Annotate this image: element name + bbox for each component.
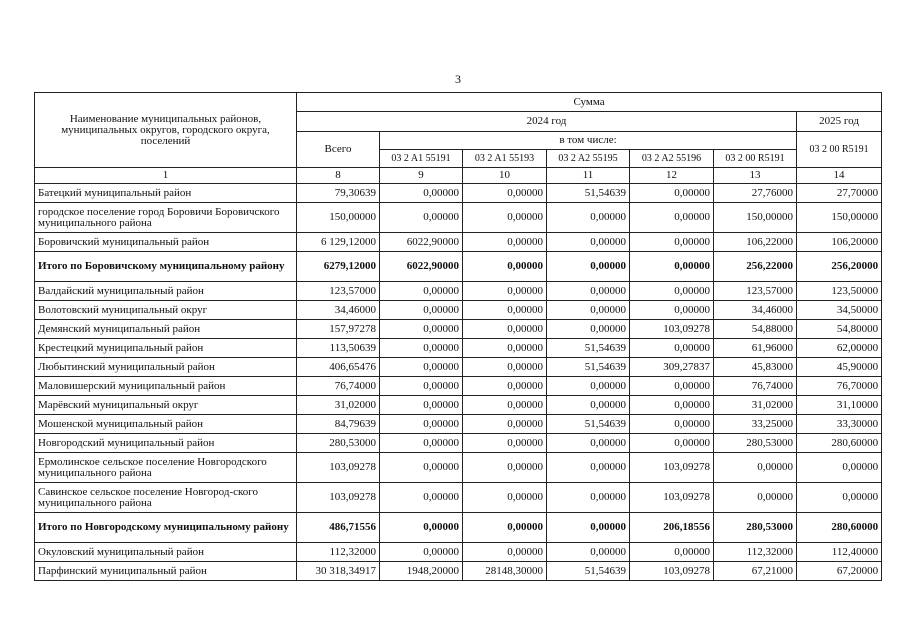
column-number: 10 [463, 168, 547, 184]
amount-cell: 31,10000 [797, 396, 882, 415]
table-header [35, 93, 882, 184]
municipality-name: Итого по Боровичскому муниципальному району [35, 252, 297, 282]
amount-cell: 112,40000 [797, 543, 882, 562]
amount-cell: 0,00000 [630, 252, 714, 282]
amount-cell: 0,00000 [547, 513, 630, 543]
table-row [35, 415, 882, 434]
amount-cell: 0,00000 [463, 203, 547, 233]
amount-cell: 309,27837 [630, 358, 714, 377]
table-total-row [35, 252, 882, 282]
amount-cell: 0,00000 [380, 453, 463, 483]
amount-cell: 0,00000 [380, 543, 463, 562]
amount-cell: 123,57000 [714, 282, 797, 301]
column-number: 9 [380, 168, 463, 184]
amount-cell: 0,00000 [714, 483, 797, 513]
amount-cell: 0,00000 [463, 320, 547, 339]
header-total: Всего [297, 132, 380, 168]
amount-cell: 0,00000 [630, 233, 714, 252]
amount-cell: 0,00000 [463, 339, 547, 358]
amount-cell: 51,54639 [547, 562, 630, 581]
municipality-name: Демянский муниципальный район [35, 320, 297, 339]
amount-cell: 0,00000 [547, 301, 630, 320]
table-row [35, 483, 882, 513]
amount-cell: 76,70000 [797, 377, 882, 396]
column-number: 13 [714, 168, 797, 184]
header-name-column: Наименование муниципальных районов, муниципальных округов, городского округа, поселений [35, 93, 297, 168]
amount-cell: 27,70000 [797, 184, 882, 203]
amount-cell: 54,80000 [797, 320, 882, 339]
amount-cell: 0,00000 [463, 483, 547, 513]
amount-cell: 0,00000 [380, 203, 463, 233]
municipality-name: Волотовский муниципальный округ [35, 301, 297, 320]
amount-cell: 106,20000 [797, 233, 882, 252]
amount-total-cell: 103,09278 [297, 453, 380, 483]
amount-cell: 0,00000 [547, 377, 630, 396]
amount-cell: 6022,90000 [380, 252, 463, 282]
table-row [35, 453, 882, 483]
amount-cell: 0,00000 [463, 184, 547, 203]
amount-cell: 0,00000 [630, 184, 714, 203]
municipality-name: Ермолинское сельское поселение Новгородского муниципального района [35, 453, 297, 483]
amount-cell: 150,00000 [797, 203, 882, 233]
amount-cell: 0,00000 [463, 282, 547, 301]
table-total-row [35, 513, 882, 543]
amount-cell: 106,22000 [714, 233, 797, 252]
amount-cell: 0,00000 [630, 339, 714, 358]
amount-cell: 103,09278 [630, 453, 714, 483]
amount-cell: 0,00000 [463, 543, 547, 562]
table-row [35, 203, 882, 233]
amount-cell: 0,00000 [547, 483, 630, 513]
table-row [35, 396, 882, 415]
amount-cell: 0,00000 [380, 320, 463, 339]
amount-cell: 0,00000 [380, 415, 463, 434]
header-year-2025: 2025 год [797, 112, 882, 132]
amount-cell: 103,09278 [630, 562, 714, 581]
amount-total-cell: 34,46000 [297, 301, 380, 320]
amount-cell: 62,00000 [797, 339, 882, 358]
amount-total-cell: 112,32000 [297, 543, 380, 562]
amount-cell: 280,60000 [797, 513, 882, 543]
amount-cell: 51,54639 [547, 415, 630, 434]
amount-cell: 280,60000 [797, 434, 882, 453]
amount-cell: 206,18556 [630, 513, 714, 543]
amount-cell: 0,00000 [797, 453, 882, 483]
amount-cell: 0,00000 [380, 396, 463, 415]
table-row [35, 377, 882, 396]
amount-cell: 51,54639 [547, 339, 630, 358]
municipality-name: Марёвский муниципальный округ [35, 396, 297, 415]
amount-cell: 0,00000 [547, 233, 630, 252]
amount-cell: 45,83000 [714, 358, 797, 377]
amount-cell: 0,00000 [380, 282, 463, 301]
municipality-name: Парфинский муниципальный район [35, 562, 297, 581]
amount-cell: 0,00000 [463, 415, 547, 434]
column-number: 12 [630, 168, 714, 184]
amount-cell: 0,00000 [463, 453, 547, 483]
municipality-name: Любытинский муниципальный район [35, 358, 297, 377]
amount-cell: 256,22000 [714, 252, 797, 282]
amount-cell: 0,00000 [547, 252, 630, 282]
amount-cell: 76,74000 [714, 377, 797, 396]
column-number: 11 [547, 168, 630, 184]
subsidy-table [34, 92, 882, 581]
column-number: 8 [297, 168, 380, 184]
amount-cell: 51,54639 [547, 358, 630, 377]
amount-cell: 280,53000 [714, 434, 797, 453]
amount-cell: 0,00000 [630, 396, 714, 415]
table-row [35, 339, 882, 358]
municipality-name: Савинское сельское поселение Новгород-ского муниципального района [35, 483, 297, 513]
amount-total-cell: 486,71556 [297, 513, 380, 543]
header-code: 03 2 A2 55195 [547, 150, 630, 168]
amount-cell: 33,30000 [797, 415, 882, 434]
amount-cell: 0,00000 [463, 396, 547, 415]
amount-cell: 0,00000 [380, 301, 463, 320]
amount-cell: 0,00000 [630, 301, 714, 320]
amount-cell: 280,53000 [714, 513, 797, 543]
amount-cell: 61,96000 [714, 339, 797, 358]
amount-total-cell: 79,30639 [297, 184, 380, 203]
amount-cell: 103,09278 [630, 483, 714, 513]
header-code-2025: 03 2 00 R5191 [797, 132, 882, 168]
table-row [35, 184, 882, 203]
amount-cell: 0,00000 [380, 184, 463, 203]
amount-cell: 0,00000 [380, 339, 463, 358]
municipality-name: Крестецкий муниципальный район [35, 339, 297, 358]
amount-total-cell: 84,79639 [297, 415, 380, 434]
municipality-name: Итого по Новгородскому муниципальному району [35, 513, 297, 543]
amount-cell: 0,00000 [463, 377, 547, 396]
amount-cell: 0,00000 [547, 320, 630, 339]
amount-cell: 123,50000 [797, 282, 882, 301]
table-body [35, 184, 882, 581]
amount-cell: 0,00000 [630, 203, 714, 233]
table-row [35, 282, 882, 301]
amount-cell: 33,25000 [714, 415, 797, 434]
column-number: 1 [35, 168, 297, 184]
amount-cell: 0,00000 [547, 453, 630, 483]
amount-cell: 0,00000 [463, 434, 547, 453]
amount-cell: 112,32000 [714, 543, 797, 562]
amount-cell: 0,00000 [630, 543, 714, 562]
header-including: в том числе: [380, 132, 797, 150]
header-code: 03 2 A1 55193 [463, 150, 547, 168]
header-year-2024: 2024 год [297, 112, 797, 132]
amount-cell: 0,00000 [714, 453, 797, 483]
amount-cell: 0,00000 [380, 358, 463, 377]
amount-cell: 67,20000 [797, 562, 882, 581]
amount-cell: 0,00000 [463, 513, 547, 543]
amount-cell: 54,88000 [714, 320, 797, 339]
header-code: 03 2 A1 55191 [380, 150, 463, 168]
header-code: 03 2 00 R5191 [714, 150, 797, 168]
amount-cell: 0,00000 [547, 282, 630, 301]
municipality-name: Новгородский муниципальный район [35, 434, 297, 453]
amount-cell: 45,90000 [797, 358, 882, 377]
amount-cell: 27,76000 [714, 184, 797, 203]
amount-total-cell: 30 318,34917 [297, 562, 380, 581]
amount-cell: 34,50000 [797, 301, 882, 320]
amount-cell: 0,00000 [547, 543, 630, 562]
amount-total-cell: 113,50639 [297, 339, 380, 358]
amount-total-cell: 31,02000 [297, 396, 380, 415]
amount-total-cell: 6 129,12000 [297, 233, 380, 252]
amount-cell: 0,00000 [630, 377, 714, 396]
amount-cell: 150,00000 [714, 203, 797, 233]
amount-cell: 6022,90000 [380, 233, 463, 252]
municipality-name: Маловишерский муниципальный район [35, 377, 297, 396]
amount-cell: 0,00000 [547, 396, 630, 415]
amount-cell: 0,00000 [463, 358, 547, 377]
table-row [35, 301, 882, 320]
table-row [35, 543, 882, 562]
table-row [35, 562, 882, 581]
amount-cell: 51,54639 [547, 184, 630, 203]
municipality-name: Батецкий муниципальный район [35, 184, 297, 203]
municipality-name: Валдайский муниципальный район [35, 282, 297, 301]
amount-cell: 0,00000 [630, 434, 714, 453]
table-row [35, 233, 882, 252]
amount-total-cell: 157,97278 [297, 320, 380, 339]
amount-cell: 34,46000 [714, 301, 797, 320]
amount-total-cell: 150,00000 [297, 203, 380, 233]
amount-cell: 0,00000 [463, 252, 547, 282]
header-sum: Сумма [297, 93, 882, 112]
municipality-name: Окуловский муниципальный район [35, 543, 297, 562]
municipality-name: Мошенской муниципальный район [35, 415, 297, 434]
amount-cell: 256,20000 [797, 252, 882, 282]
page-number: 3 [455, 72, 461, 86]
amount-total-cell: 123,57000 [297, 282, 380, 301]
municipality-name: городское поселение город Боровичи Боровичского муниципального района [35, 203, 297, 233]
amount-total-cell: 406,65476 [297, 358, 380, 377]
amount-total-cell: 280,53000 [297, 434, 380, 453]
amount-cell: 0,00000 [380, 483, 463, 513]
column-number: 14 [797, 168, 882, 184]
amount-total-cell: 103,09278 [297, 483, 380, 513]
table-row [35, 320, 882, 339]
amount-cell: 0,00000 [547, 203, 630, 233]
amount-cell: 0,00000 [797, 483, 882, 513]
amount-cell: 67,21000 [714, 562, 797, 581]
amount-total-cell: 6279,12000 [297, 252, 380, 282]
amount-cell: 0,00000 [630, 415, 714, 434]
table-row [35, 358, 882, 377]
amount-cell: 0,00000 [380, 434, 463, 453]
header-code: 03 2 A2 55196 [630, 150, 714, 168]
table-row [35, 434, 882, 453]
amount-cell: 31,02000 [714, 396, 797, 415]
amount-cell: 103,09278 [630, 320, 714, 339]
column-number-row [35, 168, 882, 184]
amount-cell: 0,00000 [630, 282, 714, 301]
amount-cell: 0,00000 [463, 301, 547, 320]
amount-total-cell: 76,74000 [297, 377, 380, 396]
amount-cell: 0,00000 [463, 233, 547, 252]
municipality-name: Боровичский муниципальный район [35, 233, 297, 252]
amount-cell: 28148,30000 [463, 562, 547, 581]
amount-cell: 0,00000 [380, 513, 463, 543]
amount-cell: 1948,20000 [380, 562, 463, 581]
amount-cell: 0,00000 [380, 377, 463, 396]
amount-cell: 0,00000 [547, 434, 630, 453]
